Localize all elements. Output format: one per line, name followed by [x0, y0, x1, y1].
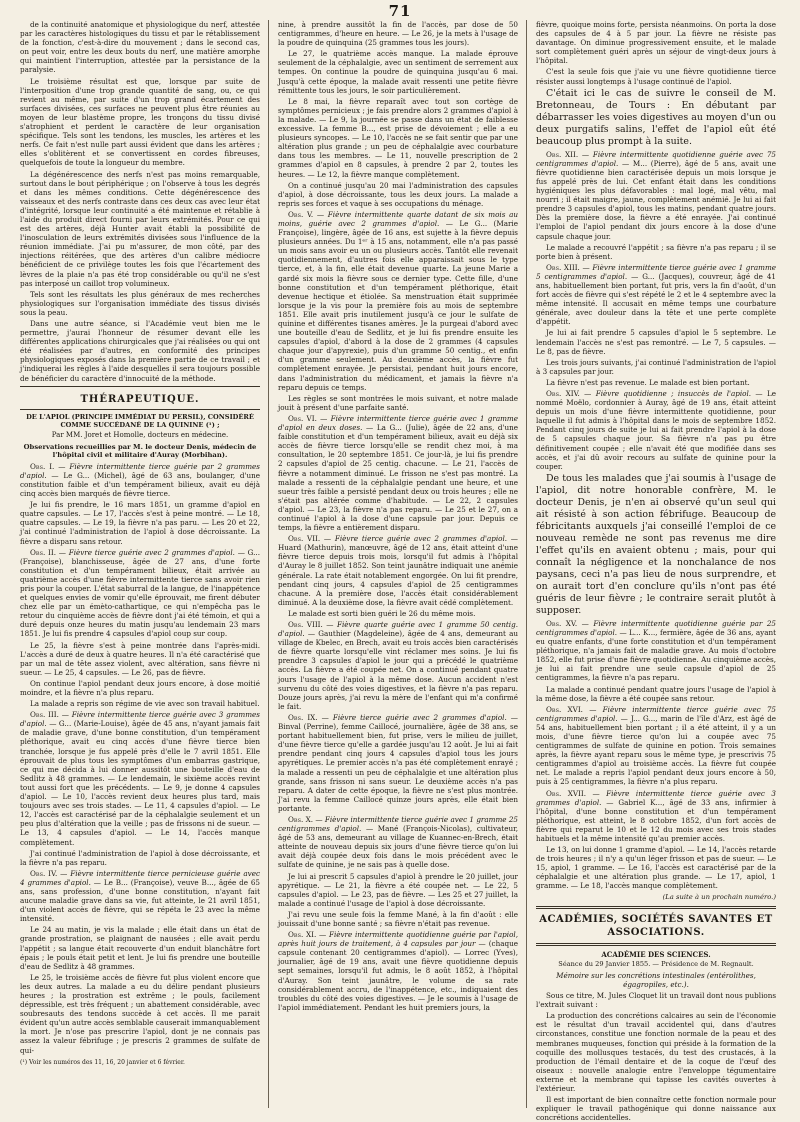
continued-notice: (La suite à un prochain numéro.)	[662, 892, 776, 901]
divider-double-rule	[536, 943, 776, 946]
observation-title: Fièvre intermittente tierce guérie par 2 grammes d'apiol.	[20, 461, 260, 480]
observation-title: Fièvre intermittente tierce guérie avec 1 gramme 25 centigrammes d'apiol.	[278, 814, 519, 834]
paragraph: J'ai revu une seule fois la femme Mané, à la fin d'août : elle jouissait d'une bonne santé ; sa fièvre n'était pas revenue.	[278, 909, 518, 928]
observation: Obs. II. — Fièvre tierce guérie avec 2 grammes d'apiol. — G... (Françoise), blanchisseuse, âgée de 27 ans, d'une forte constitution et d'un tempérament bilieux, était arrivée au quatrième accès d'une fièvre intermittente tierce sans avoir rien pris pour la couper. L'état saburral de la langue, de l'inappétence et quelques envies de vomir qu'elle éprouvait, me firent débuter chez elle par un émèto-cathartique, ce qui n'empêcha pas le retour du cinquième accès de fièvre dont j'ai été témoin, et qui a duré depuis onze heures du matin jusqu'au lendemain 23 mars 1851. Je lui fis prendre 4 capsules d'apiol coup sur coup.	[20, 547, 260, 639]
divider-rule	[20, 386, 260, 387]
observation-title: Fièvre intermittente tierce guérie avec 3 grammes d'apiol.	[20, 710, 260, 729]
paragraph: Le troisième résultat est que, lorsque par suite de l'interposition d'une trop grande quantité de sang, ou, ce qui revient au même, par suite d'un trop grand écartement des surfaces divisées, ces surfaces ne peuvent plus être réunies au moyen de leur blastème propre, les tronçons du tissu divisé s'atrophient et perdent le caractère de leur organisation spécifique. Tels sont les tendons, les muscles, les artères et les nerfs. Ce fait n'est nulle part aussi évident que dans les artères ; elles s'oblitèrent et se convertissent en cordes fibreuses, quelquefois de toute la longueur du membre.	[20, 76, 260, 168]
observation: Obs. XIV. — Fièvre quotidienne ; insuccès de l'apiol. — Le nommé Moëlo, cordonnier à Auray, âgé de 19 ans, était atteint depuis un mois d'une fièvre intermittente quotidienne, pour laquelle il fut admis à l'hôpital dans le mois de septembre 1852. Pendant cinq jours de suite je lui ai fait prendre l'apiol à la dose de 5 capsules chaque jour. Sa fièvre n'a pas pu être définitivement coupée ; elle n'avait été que modifiée dans ses accès, et j'ai dû avoir recours au sulfate de quinine pour la couper.	[536, 389, 777, 471]
observation-text: Mané (François-Nicolas), cultivateur, âgé de 53 ans, demeurant au village de Kuannec-en-Brech, était atteinte de nouveau depuis six jours d'une fièvre tierce qu'on lui avait déjà coupée deux fois dans le mois précédent avec le sulfate de quinine, je ne sais pas à quelle dose.	[278, 824, 519, 870]
observations-heading: Observations recueillies par M. le docteur Denis, médecin de l'hôpital civil et militaire d'Auray (Morbihan).	[23, 442, 257, 460]
observation-text: Gauthier (Magdeleine), âgée de 4 ans, demeurant au village de Kbelec, en Brech, avait eu trois accès bien caractérisés de fièvre quarte lorsqu'elle vint réclamer mes soins. Je lui fis prendre 3 capsules d'apiol le jour qui a précédé le quatrième accès. La fièvre a été coupée net. On a continué pendant quatre jours l'usage de l'apiol à la même dose. Aucun accident n'est survenu du côté des voies digestives, et la fièvre n'a pas reparu. Douze jours après, j'ai revu la mère de l'enfant qui m'a confirmé le fait.	[278, 629, 518, 711]
paragraph: On a continué jusqu'au 20 mai l'administration des capsules d'apiol, à dose décroissante, tous les deux jours. La malade a repris ses forces et vaque à ses occupations du ménage.	[278, 180, 518, 208]
paragraph: Le malade est sorti bien guéri le 26 du même mois.	[288, 608, 476, 618]
observation-label: Obs. XVI.	[546, 704, 583, 714]
paragraph: Le 25, le troisième accès de fièvre fut plus violent encore que les deux autres. La malade a eu du délire pendant plusieurs heures ; la prostration est extrême ; le pouls, facilement dépressible, est très fréquent ; un abattement considérable, avec soubresauts des tendons succède à cet accès. Il me parait évident qu'un autre accès semblable causerait immanquablement la mort. Je n'ose pas prescrire l'apiol, dont je ne connais pas assez la valeur fébrifuge ; je prescris 2 grammes de sulfate de qui-	[20, 972, 260, 1055]
observation: Obs. IX. — Fièvre tierce guérie avec 2 grammes d'apiol. — Binval (Perrine), femme Caillocé, journalière, âgée de 38 ans, se portant habituellement bien, fut prise, vers le milieu de juillet, d'une fièvre tierce qu'elle a gardée jusqu'au 12 août. Je lui ai fait prendre pendant cinq jours 4 capsules d'apiol tous les jours apyrétiques. Le premier accès n'a pas été complètement enrayé ; la malade a ressenti un peu de céphalalgie et une altération plus grande, sans frisson ni sans sueur. Le deuxième accès n'a pas reparu. A dater de cette époque, la fièvre ne s'est plus montrée. J'ai revu la femme Caillocé quinze jours après, elle était bien portante.	[278, 712, 518, 813]
observation-label: Obs. XI.	[288, 930, 317, 940]
observation-label: Obs. V.	[288, 209, 314, 219]
divider-double-rule	[536, 906, 776, 909]
observation-text: (chaque capsule contenant 20 centigrammes d'apiol). — Lorrec (Yves), journalier, âgé de 19 ans, avait une fièvre quotidienne depuis sept semaines, lorsqu'il fut admis, le 8 août 1852, à l'hôpital d'Auray. Son teint jaunâtre, le volume de sa rate considérablement accru, de l'inappétence, etc., indiquaient des troubles du côté des voies digestives. — Je le soumis à l'usage de l'apiol immédiatement. Pendant les huit premiers jours, la	[278, 939, 518, 1012]
paragraph: On continue l'apiol pendant deux jours encore, à dose moitié moindre, et la fièvre n'a plus reparu.	[20, 678, 260, 697]
observation-text: Gabriel K..., âgé de 33 ans, infirmier à l'hôpital, d'une bonne constitution et d'un tempérament pléthorique, est atteint, le 8 octobre 1852, d'un fort accès de fièvre qui reparut le 10 et le 12 du mois avec ses trois stades habituels et la même intensité qu'au premier accès.	[536, 797, 776, 843]
observation: Obs. XV. — Fièvre intermittente quotidienne guérie par 25 centigrammes d'apiol. — L... K..., fermière, âgée de 36 ans, ayant eu quatre enfants, d'une forte constitution et d'un tempérament pléthorique, n'a jamais fait de maladie grave. Au mois d'octobre 1852, elle fut prise d'une fièvre quotidienne. Au cinquième accès, je lui ai fait prendre une seule capsule d'apiol de 25 centigrammes, la fièvre n'a pas reparu.	[536, 618, 777, 683]
observation: Obs. III. — Fièvre intermittente tierce guérie avec 3 grammes d'apiol. — G... (Marie-Louise), âgée de 45 ans, n'ayant jamais fait de maladie grave, d'une bonne constitution, d'un tempérament pléthorique, avait eu cinq accès d'une fièvre tierce bien tranchée, lorsque je fus appelé près d'elle le 7 avril 1851. Elle éprouvait de plus tous les symptômes d'un embarras gastrique, ce qui me décida à lui donner aussitôt une bouteille d'eau de Sedlitz à 48 grammes. — Le lendemain, le sixième accès revint tout aussi fort que les précédents. — Le 9, je donne 4 capsules d'apiol. — Le 10, l'accès revient deux heures plus tard, mais toujours avec ses trois stades. — Le 11, 4 capsules d'apiol. — Le 12, l'accès est caractérisé par de la céphalalgie seulement et un peu plus d'altération que la veille ; pas de frissons ni de sueur. — Le 13, 4 capsules d'apiol. — Le 14, l'accès manque complètement.	[20, 710, 261, 847]
paragraph: La malade a continué pendant quatre jours l'usage de l'apiol à la même dose, la fièvre a été coupée sans retour.	[536, 684, 776, 703]
observation-title: Fièvre tierce guérie avec 2 grammes d'apiol.	[332, 712, 507, 722]
observation-title: Fièvre intermittente quarte datant de six mois au moins, guérie avec 2 grammes d'apiol.	[278, 209, 519, 228]
section-title: THÉRAPEUTIQUE.	[80, 393, 200, 405]
observation-text: G... (Françoise), blanchisseuse, âgée de 27 ans, d'une forte constitution et d'un tempérament bilieux, était arrivée au quatrième accès d'une fièvre intermittente tierce sans avoir rien pris pour la couper. L'état saburral de la langue, de l'inappétence et quelques envies de vomir qu'elle éprouvait, me firent débuter chez elle par un émèto-cathartique, ce qui n'empêcha pas le retour du cinquième accès de fièvre dont j'ai été témoin, et qui a duré depuis onze heures du matin jusqu'au lendemain 23 mars 1851. Je lui fis prendre 4 capsules d'apiol coup sur coup.	[20, 547, 260, 639]
observation: Obs. VIII. — Fièvre quarte guérie avec 1 gramme 50 centig. d'apiol. — Gauthier (Magdeleine), âgée de 4 ans, demeurant au village de Kbelec, en Brech, avait eu trois accès bien caractérisés de fièvre quarte lorsqu'elle vint réclamer mes soins. Je lui fis prendre 3 capsules d'apiol le jour qui a précédé le quatrième accès. La fièvre a été coupée net. On a continué pendant quatre jours l'usage de l'apiol à la même dose. Aucun accident n'est survenu du côté des voies digestives, et la fièvre n'a pas reparu. Douze jours après, j'ai revu la mère de l'enfant qui m'a confirmé le fait.	[278, 620, 518, 711]
paragraph: La fièvre n'est pas revenue. Le malade est bien portant.	[546, 377, 750, 387]
observation-label: Obs. XV.	[546, 618, 578, 628]
article-title: DE L'APIOL (PRINCIPE IMMÉDIAT DU PERSIL), CONSIDÉRÉ COMME SUCCÉDANÉ DE LA QUININE (¹) ;	[26, 412, 254, 430]
paragraph: C'est la seule fois que j'aie vu une fièvre quotidienne tierce résister aussi longtemps à l'usage continué de l'apiol.	[536, 67, 776, 86]
column-2	[278, 20, 518, 1110]
observation-text: L... K..., fermière, âgée de 36 ans, ayant eu quatre enfants, d'une forte constitution et d'un tempérament pléthorique, n'a jamais fait de maladie grave. Au mois d'octobre 1852, elle fut prise d'une fièvre quotidienne. Au cinquième accès, je lui ai fait prendre une seule capsule d'apiol de 25 centigrammes, la fièvre n'a pas reparu.	[536, 627, 777, 683]
paragraph: Tels sont les résultats les plus généraux de mes recherches physiologiques sur l'organisation immédiate des tissus divisés sous la peau.	[20, 289, 260, 317]
observation-label: Obs. II.	[30, 547, 56, 557]
observation-title: Fièvre intermittente quotidienne guérie avec 75 centigrammes d'apiol.	[536, 149, 776, 168]
observation-label: Obs. VIII.	[288, 620, 323, 629]
observation: Obs. VII. — Fièvre tierce guérie avec 2 grammes d'apiol. — Huard (Mathurin), manœuvre, âgé de 12 ans, était atteint d'une fièvre tierce depuis trois mois, lorsqu'il fut admis à l'hôpital d'Auray le 8 juillet 1852. Son teint jaunâtre indiquait une anémie générale. La rate était notablement engorgée. On lui fit prendre, pendant cinq jours, 4 capsules d'apiol de 25 centigrammes chacune. A la première dose, l'accès était considérablement diminué. A la deuxième dose, la fièvre avait cédé complètement.	[278, 534, 518, 607]
observation-text: Le nommé Moëlo, cordonnier à Auray, âgé de 19 ans, était atteint depuis un mois d'une fièvre intermittente quotidienne, pour laquelle il fut admis à l'hôpital dans le mois de septembre 1852. Pendant cinq jours de suite je lui ai fait prendre l'apiol à la dose de 5 capsules chaque jour. Sa fièvre n'a pas pu être définitivement coupée ; elle n'avait été que modifiée dans ses accès, et j'ai dû avoir recours au sulfate de quinine pour la couper.	[536, 389, 777, 471]
observation-label: Obs. X.	[288, 814, 314, 824]
observation-title: Fièvre intermittente tierce guérie avec 3 grammes d'apiol.	[536, 788, 776, 807]
observation-text: Le G... (Marie Françoise), lingère, âgée de 16 ans, est sujette à la fièvre depuis plusieurs années. Du 1ᵉʳ à 15 ans, notamment, elle n'a pas passé un mois sans avoir eu un ou plusieurs accès. Tantôt elle revenait quotidiennement, d'autres fois elle apparaissait sous le type tierce, et, à la fin, elle était devenue quarte. La jeune Marie a gardé six mois la fièvre sous ce dernier type. Cette fille, d'une bonne constitution et d'un tempérament pléthorique, était devenue hectique et étiolée. Sa menstruation était supprimée lorsque je la vis pour la première fois au mois de septembre 1851. Elle avait pris inutilement jusqu'à ce jour le sulfate de quinine et différentes tisanes amères. Je la purgeai d'abord avec une bouteille d'eau de Sedlitz, et je lui fis prendre ensuite les capsules d'apiol, d'abord à la dose de 2 grammes (4 capsules chaque jour d'apyrexie), puis d'un gramme 50 centig., et enfin d'un gramme seulement. Au deuxième accès, la fièvre fut complètement enrayée. Je persistai, pendant huit jours encore, dans l'administration du médicament, et jamais la fièvre n'a reparu depuis ce temps.	[278, 218, 518, 392]
paragraph: Il est important de bien connaître cette fonction normale pour expliquer le travail pathogénique qui donne naissance aux concrétions accidentelles.	[536, 1095, 776, 1122]
observation-title: Fièvre intermittente quotidienne guérie par 25 centigrammes d'apiol.	[536, 618, 776, 637]
paragraph: Le 27, le quatrième accès manque. La malade éprouve seulement de la céphalalgie, avec un sentiment de serrement aux tempes. On continue la poudre de quinquina jusqu'au 6 mai. Jusqu'à cette époque, la malade avait ressenti une petite fièvre rémittente tous les jours, le soir particulièrement.	[278, 49, 518, 95]
observation: Obs. XIII. — Fièvre intermittente tierce guérie avec 1 gramme 5 centigrammes d'apiol. — G... (Jacques), couvreur, âgé de 41 ans, habituellement bien portant, fut pris, vers la fin d'août, d'un fort accès de fièvre qui s'est répété le 2 et le 4 septembre avec la même intensité. Il accusait en même temps une courbature générale, avec douleur dans la tête et une perte complète d'appétit.	[536, 262, 777, 327]
divider-rule	[20, 409, 260, 410]
observation-label: Obs. XIII.	[546, 262, 580, 272]
paragraph: De tous les malades que j'ai soumis à l'usage de l'apiol, dit notre honorable confrère, M. le docteur Denis, je n'en ai observé qu'un seul qui ait résisté à son action fébrifuge. Beaucoup de fébricitants auxquels j'ai conseillé l'emploi de ce nouveau remède ne sont pas revenus me dire l'effet qu'ils en avaient obtenu ; mais, pour qui connaît la négligence et la nonchalance de nos paysans, ceci n'a pas lieu de nous surprendre, et on aurait tort d'en conclure qu'ils n'ont pas été guéris de leur fièvre ; le contraire serait plutôt à supposer.	[536, 472, 776, 616]
observation-label: Obs. XIV.	[546, 389, 580, 398]
paragraph: La malade a repris son régime de vie avec son travail habituel.	[30, 699, 260, 709]
observation-label: Obs. III.	[30, 710, 59, 720]
subsection-title: ACADÉMIE DES SCIENCES.	[601, 949, 711, 959]
observation: Obs. XI. — Fièvre intermittente quotidienne guérie par l'apiol, après huit jours de traitement, à 4 capsules par jour — (chaque capsule contenant 20 centigrammes d'apiol). — Lorrec (Yves), journalier, âgé de 19 ans, avait une fièvre quotidienne depuis sept semaines, lorsqu'il fut admis, le 8 août 1852, à l'hôpital d'Auray. Son teint jaunâtre, le volume de sa rate considérablement accru, de l'inappétence, etc., indiquaient des troubles du côté des voies digestives. — Je le soumis à l'usage de l'apiol immédiatement. Pendant les huit premiers jours, la	[278, 930, 518, 1012]
observation-text: M... (Pierre), âgé de 5 ans, avait une fièvre quotidienne bien caractérisée depuis un mois lorsque je fus appelé près de lui. Cet enfant était dans les conditions hygiéniques les plus défavorables : mal logé, mal vêtu, mal nourri ; il était maigre, jaune, complètement anémié. Je lui ai fait prendre 3 capsules d'apiol, tous les matins, pendant quatre jours. Dès la première dose, la fièvre a été enrayée. J'ai continué l'emploi de l'apiol pendant dix jours encore à la dose d'une capsule chaque jour.	[536, 158, 777, 241]
observation: Obs. XII. — Fièvre intermittente quotidienne guérie avec 75 centigrammes d'apiol. — M... (Pierre), âgé de 5 ans, avait une fièvre quotidienne bien caractérisée depuis un mois lorsque je fus appelé près de lui. Cet enfant était dans les conditions hygiéniques les plus défavorables : mal logé, mal vêtu, mal nourri ; il était maigre, jaune, complètement anémié. Je lui ai fait prendre 3 capsules d'apiol, tous les matins, pendant quatre jours. Dès la première dose, la fièvre a été enrayée. J'ai continué l'emploi de l'apiol pendant dix jours encore à la dose d'une capsule chaque jour.	[536, 149, 777, 241]
observation-title: Fièvre intermittente tierce guérie avec 1 gramme d'apiol en deux doses.	[278, 413, 518, 433]
byline: Par MM. Joret et Homolle, docteurs en médecine.	[51, 431, 229, 440]
paragraph: Le 13, on lui donne 1 gramme d'apiol. — Le 14, l'accès retarde de trois heures ; il n'y a qu'un léger frisson et pas de sueur. — Le 15, apiol, 1 gramme. — Le 16, l'accès est caractérisé par de la céphalalgie et une altération plus grande. — Le 17, apiol, 1 gramme. — Le 18, l'accès manque complètement.	[536, 845, 776, 891]
column-1	[20, 20, 260, 1110]
observation: Obs. V. — Fièvre intermittente quarte datant de six mois au moins, guérie avec 2 grammes d'apiol. — Le G... (Marie Françoise), lingère, âgée de 16 ans, est sujette à la fièvre depuis plusieurs années. Du 1ᵉʳ à 15 ans, notamment, elle n'a pas passé un mois sans avoir eu un ou plusieurs accès. Tantôt elle revenait quotidiennement, d'autres fois elle apparaissait sous le type tierce, et, à la fin, elle était devenue quarte. La jeune Marie a gardé six mois la fièvre sous ce dernier type. Cette fille, d'une bonne constitution et d'un tempérament pléthorique, était devenue hectique et étiolée. Sa menstruation était supprimée lorsque je la vis pour la première fois au mois de septembre 1851. Elle avait pris inutilement jusqu'à ce jour le sulfate de quinine et différentes tisanes amères. Je la purgeai d'abord avec une bouteille d'eau de Sedlitz, et je lui fis prendre ensuite les capsules d'apiol, d'abord à la dose de 2 grammes (4 capsules chaque jour d'apyrexie), puis d'un gramme 50 centig., et enfin d'un gramme seulement. Au deuxième accès, la fièvre fut complètement enrayée. Je persistai, pendant huit jours encore, dans l'administration du médicament, et jamais la fièvre n'a reparu depuis ce temps.	[278, 209, 519, 392]
paragraph: La dégénérescence des nerfs n'est pas moins remarquable, surtout dans le bout périphérique ; on l'observe à tous les degrés et dans les mêmes conditions. Cette dégénérescence des vaisseaux et des nerfs contraste dans ces deux cas avec leur état d'intégrité, lorsque leur continuité a été maintenue et rétablie à l'aide du produit direct fourni par leurs extrémités. Pour ce qui est des artères, déjà Hunter avait établi la possibilité de l'inosculation de leurs extrémités divisées sous l'influence de la réunion immédiate. J'ai pu m'assurer, de mon côté, par des injections réitérées, que des artères d'un calibre médiocre bénéficient de ce privilège toutes les fois que l'écartement des lèvres de la plaie n'a pas été trop considérable ou qu'il ne s'est pas interposé un caillot trop volumineux.	[20, 169, 260, 288]
observation-label: Obs. XII.	[546, 149, 579, 159]
column-3	[536, 20, 777, 1122]
observation-title: Fièvre intermittente tierce pernicieuse guérie avec 4 grammes d'apiol.	[20, 868, 260, 887]
memoir-title: Mémoire sur les concrétions intestinales (entérolithes, égagropiles, etc.).	[556, 970, 756, 989]
observation-title: Fièvre intermittente quotidienne guérie par l'apiol, après huit jours de traitement, à 4 capsules par jour	[278, 930, 518, 949]
observation-text: Huard (Mathurin), manœuvre, âgé de 12 ans, était atteint d'une fièvre tierce depuis trois mois, lorsqu'il fut admis à l'hôpital d'Auray le 8 juillet 1852. Son teint jaunâtre indiquait une anémie générale. La rate était notablement engorgée. On lui fit prendre, pendant cinq jours, 4 capsules d'apiol de 25 centigrammes chacune. A la première dose, l'accès était considérablement diminué. A la deuxième dose, la fièvre avait cédé complètement.	[278, 543, 518, 607]
observation-text: G... (Marie-Louise), âgée de 45 ans, n'ayant jamais fait de maladie grave, d'une bonne constitution, d'un tempérament pléthorique, avait eu cinq accès d'une fièvre tierce bien tranchée, lorsque je fus appelé près d'elle le 7 avril 1851. Elle éprouvait de plus tous les symptômes d'un embarras gastrique, ce qui me décida à lui donner aussitôt une bouteille d'eau de Sedlitz à 48 grammes. — Le lendemain, le sixième accès revint tout aussi fort que les précédents. — Le 9, je donne 4 capsules d'apiol. — Le 10, l'accès revient deux heures plus tard, mais toujours avec ses trois stades. — Le 11, 4 capsules d'apiol. — Le 12, l'accès est caractérisé par de la céphalalgie seulement et un peu plus d'altération que la veille ; pas de frissons ni de sueur. — Le 13, 4 capsules d'apiol. — Le 14, l'accès manque complètement.	[20, 719, 261, 847]
observation-text: La G... (Julie), âgée de 22 ans, d'une faible constitution et d'un tempérament bilieux, avait eu déjà six accès de fièvre tierce lorsqu'elle se rendit chez moi, à ma consultation, le 20 septembre 1851. Ce jour-là, je lui fis prendre 2 capsules d'apiol de 25 centig. chacune. — Le 21, l'accès de fièvre a notamment diminué. Le frisson ne s'est pas montré. La malade a ressenti de la céphalalgie pendant une heure, et une sueur très faible a persisté pendant deux ou trois heures ; elle ne s'était pas altérée comme d'habitude. — Le 22, 2 capsules d'apiol. — Le 23, la fièvre n'a pas reparu. — Le 25 et le 27, on a continué l'apiol à la dose d'une capsule par jour. Depuis ce temps, la fièvre a entièrement disparu.	[278, 423, 518, 533]
observation-text: J... G..., marin de l'île d'Arz, est âgé de 54 ans, habituellement bien portant ; il a été atteint, il y a un mois, d'une fièvre tierce qu'on lui a coupée avec 75 centigrammes de sulfate de quinine en potion. Trois semaines après, la fièvre ayant reparu sous le même type, je prescrivis 75 centigrammes d'apiol au troisième accès. La fièvre fut coupée net. Le malade a repris l'apiol pendant deux jours encore à 50, puis à 25 centigrammes, la fièvre n'a plus reparu.	[536, 713, 777, 787]
observation-label: Obs. VII.	[288, 534, 321, 544]
observation: Obs. XVI. — Fièvre intermittente tierce guérie avec 75 centigrammes d'apiol. — J... G..., marin de l'île d'Arz, est âgé de 54 ans, habituellement bien portant ; il a été atteint, il y a un mois, d'une fièvre tierce qu'on lui a coupée avec 75 centigrammes de sulfate de quinine en potion. Trois semaines après, la fièvre ayant reparu sous le même type, je prescrivis 75 centigrammes d'apiol au troisième accès. La fièvre fut coupée net. Le malade a repris l'apiol pendant deux jours encore à 50, puis à 25 centigrammes, la fièvre n'a plus reparu.	[536, 704, 777, 787]
footnote: (¹) Voir les numéros des 11, 16, 20 janvier et 6 février.	[20, 1058, 185, 1066]
observation-text: G... (Jacques), couvreur, âgé de 41 ans, habituellement bien portant, fut pris, vers la fin d'août, d'un fort accès de fièvre qui s'est répété le 2 et le 4 septembre avec la même intensité. Il accusait en même temps une courbature générale, avec douleur dans la tête et une perte complète d'appétit.	[536, 271, 776, 327]
observation-text: Le G... (Michel), âgé de 63 ans, boulanger, d'une constitution faible et d'un tempérament bilieux, avait eu déjà cinq accès bien marqués de fièvre tierce.	[20, 470, 260, 499]
paragraph: de la continuité anatomique et physiologique du nerf, attestée par les caractères histologiques du tissu et par le rétablissement de la fonction, c'est-à-dire du mouvement ; dans le second cas, on peut voir, entre les deux bouts du nerf, une matière amorphe qui maintient l'interruption, attestée par la persistance de la paralysie.	[20, 20, 260, 75]
paragraph: Les trois jours suivants, j'ai continué l'administration de l'apiol à 3 capsules par jour.	[536, 357, 776, 376]
observation: Obs. IV. — Fièvre intermittente tierce pernicieuse guérie avec 4 grammes d'apiol. — Le B... (Françoise), veuve B..., âgée de 65 ans, sans profession, d'une bonne constitution, n'ayant fait aucune maladie grave dans sa vie, fut atteinte, le 21 avril 1851, d'un violent accès de fièvre, qui se répéta le 23 avec la même intensité.	[20, 868, 260, 924]
paragraph: Les règles se sont montrées le mois suivant, et notre malade jouit à présent d'une parfaite santé.	[278, 393, 518, 412]
observation: Obs. I. — Fièvre intermittente tierce guérie par 2 grammes d'apiol. — Le G... (Michel), âgé de 63 ans, boulanger, d'une constitution faible et d'un tempérament bilieux, avait eu déjà cinq accès bien marqués de fièvre tierce.	[20, 461, 260, 499]
observation: Obs. XVII. — Fièvre intermittente tierce guérie avec 3 grammes d'apiol. — Gabriel K..., âgé de 33 ans, infirmier à l'hôpital, d'une bonne constitution et d'un tempérament pléthorique, est atteint, le 8 octobre 1852, d'un fort accès de fièvre qui reparut le 10 et le 12 du mois avec ses trois stades habituels et la même intensité qu'au premier accès.	[536, 788, 776, 843]
paragraph: J'ai continué l'administration de l'apiol à dose décroissante, et la fièvre n'a pas reparu.	[20, 848, 260, 867]
observation-title: Fièvre quarte guérie avec 1 gramme 50 centig. d'apiol.	[278, 620, 518, 639]
paragraph: La production des concrétions calcaires au sein de l'économie est le résultat d'un travail accidentel qui, dans d'autres circonstances, constitue une fonction normale de la peau et des membranes muqueuses, fonction qui préside à la formation de la coquille des mollusques testacés, du test des crustacés, à la production de l'émail dentaire et de la coque de l'œuf des oiseaux : nouvelle analogie entre l'enveloppe tégumentaire externe et la membrane qui tapisse les cavités ouvertes à l'extérieur.	[536, 1011, 776, 1093]
observation-label: Obs. IX.	[288, 712, 318, 722]
paragraph: Dans une autre séance, si l'Académie veut bien me le permettre, j'aurai l'honneur de résumer devant elle les différentes applications chirurgicales que j'ai réalisées ou qui ont été réalisées par d'autres, en conformité des principes physiologiques exposés dans la première partie de ce travail ; et j'indiquerai les règles à l'aide desquelles il sera toujours possible de bénéficier du caractère d'innocuité de la méthode.	[20, 319, 260, 383]
observation-label: Obs. XVII.	[546, 788, 587, 798]
observation: Obs. VI. — Fièvre intermittente tierce guérie avec 1 gramme d'apiol en deux doses. — La G... (Julie), âgée de 22 ans, d'une faible constitution et d'un tempérament bilieux, avait eu déjà six accès de fièvre tierce lorsqu'elle se rendit chez moi, à ma consultation, le 20 septembre 1851. Ce jour-là, je lui fis prendre 2 capsules d'apiol de 25 centig. chacune. — Le 21, l'accès de fièvre a notamment diminué. Le frisson ne s'est pas montré. La malade a ressenti de la céphalalgie pendant une heure, et une sueur très faible a persisté pendant deux ou trois heures ; elle ne s'était pas altérée comme d'habitude. — Le 22, 2 capsules d'apiol. — Le 23, la fièvre n'a pas reparu. — Le 25 et le 27, on a continué l'apiol à la dose d'une capsule par jour. Depuis ce temps, la fièvre a entièrement disparu.	[278, 413, 518, 533]
observation-title: Fièvre tierce guérie avec 2 grammes d'apiol.	[334, 534, 508, 544]
observation-title: Fièvre intermittente tierce guérie avec 1 gramme 5 centigrammes d'apiol.	[536, 262, 777, 281]
page-number: 71	[388, 2, 412, 20]
paragraph: Je lui fis prendre, le 16 mars 1851, un gramme d'apiol en quatre capsules. — Le 17, l'accès s'est à peine montré. — Le 18, quatre capsules. — Le 19, la fièvre n'a pas paru. — Les 20 et 22, j'ai continué l'administration de l'apiol à dose décroissante. La fièvre a disparu sans retour.	[20, 500, 260, 546]
paragraph: Le 25, la fièvre s'est à peine montrée dans l'après-midi. L'accès a duré de deux à quatre heures. Il n'a été caractérisé que par un mal de tête assez violent, avec altération, sans fièvre ni sueur. — Le 25, 4 capsules. — Le 26, pas de fièvre.	[20, 640, 260, 677]
paragraph: Sous ce titre, M. Jules Cloquet lit un travail dont nous publions l'extrait suivant :	[536, 991, 777, 1010]
observation-text: Le B... (Françoise), veuve B..., âgée de 65 ans, sans profession, d'une bonne constitution, n'ayant fait aucune maladie grave dans sa vie, fut atteinte, le 21 avril 1851, d'un violent accès de fièvre, qui se répéta le 23 avec la même intensité.	[20, 877, 260, 924]
paragraph: fièvre, quoique moins forte, persista néanmoins. On porta la dose des capsules de 4 à 5 par jour. La fièvre ne résiste pas davantage. On diminue progressivement ensuite, et le malade sort complètement guéri après un séjour de vingt-deux jours à l'hôpital.	[536, 20, 776, 66]
observation-label: Obs. VI.	[288, 413, 317, 423]
paragraph: Je lui ai fait prendre 5 capsules d'apiol le 5 septembre. Le lendemain l'accès ne s'est pas remontré. — Le 7, 5 capsules. — Le 8, pas de fièvre.	[536, 328, 776, 356]
paragraph: nine, à prendre aussitôt la fin de l'accès, par dose de 50 centigrammes, d'heure en heure. — Le 26, je la mets à l'usage de la poudre de quinquina (25 grammes tous les jours).	[278, 20, 518, 48]
paragraph: Le 24 au matin, je vis la malade ; elle était dans un état de grande prostration, se plaignant de nausées ; elle avait perdu l'appétit ; sa langue était recouverte d'un enduit blanchâtre fort épais ; le pouls était petit et lent. Je lui fis prendre une bouteille d'eau de Sedlitz à 48 grammes.	[20, 925, 260, 971]
column-rule	[526, 20, 527, 1108]
paragraph: Je lui ai prescrit 5 capsules d'apiol à prendre le 20 juillet, jour apyrétique. — Le 21, la fièvre a été coupée net. — Le 22, 5 capsules d'apiol. — Le 23, pas de fièvre. — Les 25 et 27 juillet, la malade a continué l'usage de l'apiol à dose décroissante.	[278, 871, 518, 908]
observation-label: Obs. IV.	[30, 868, 58, 878]
column-rule	[268, 20, 269, 1108]
session-line: Séance du 29 Janvier 1855. — Présidence de M. Regnault.	[558, 959, 754, 968]
observation-title: Fièvre tierce guérie avec 2 grammes d'apiol.	[68, 547, 235, 557]
observation-title: Fièvre quotidienne ; insuccès de l'apiol.	[595, 389, 752, 398]
observation: Obs. X. — Fièvre intermittente tierce guérie avec 1 gramme 25 centigrammes d'apiol. — Mané (François-Nicolas), cultivateur, âgé de 53 ans, demeurant au village de Kuannec-en-Brech, était atteinte de nouveau depuis six jours d'une fièvre tierce qu'on lui avait déjà coupée deux fois dans le mois précédent avec le sulfate de quinine, je ne sais pas à quelle dose.	[278, 814, 519, 870]
observation-label: Obs. I.	[30, 461, 55, 471]
observation-text: Binval (Perrine), femme Caillocé, journalière, âgée de 38 ans, se portant habituellement bien, fut prise, vers le milieu de juillet, d'une fièvre tierce qu'elle a gardée jusqu'au 12 août. Je lui ai fait prendre pendant cinq jours 4 capsules d'apiol tous les jours apyrétiques. Le premier accès n'a pas été complètement enrayé ; la malade a ressenti un peu de céphalalgie et une altération plus grande, sans frisson ni sans sueur. Le deuxième accès n'a pas reparu. A dater de cette époque, la fièvre ne s'est plus montrée. J'ai revu la femme Caillocé quinze jours après, elle était bien portante.	[278, 722, 518, 813]
observation-title: Fièvre intermittente tierce guérie avec 75 centigrammes d'apiol.	[536, 704, 777, 723]
section-title: ACADÉMIES, SOCIÉTÉS SAVANTES ET ASSOCIATIONS.	[539, 913, 773, 938]
paragraph: Le 8 mai, la fièvre reparaît avec tout son cortège de symptômes pernicieux ; je fais prendre alors 2 grammes d'apiol à la malade. — Le 9, la journée se passe dans un état de faiblesse excessive. La femme B..., est prise de dévoiement ; elle a eu plusieurs syncopes. — Le 10, l'accès ne se fait sentir que par une altération plus grande ; un peu de céphalalgie avec courbature dans tous les membres. — Le 11, nouvelle prescription de 2 grammes d'apiol en 8 capsules, à prendre 2 par 2, toutes les heures. — Le 12, la fièvre manque complètement.	[278, 96, 518, 179]
paragraph: Le malade a recouvré l'appétit ; sa fièvre n'a pas reparu ; il se porte bien à présent.	[536, 242, 776, 261]
paragraph: C'était ici le cas de suivre le conseil de M. Bretonneau, de Tours : En débutant par débarrasser les voies digestives au moyen d'un ou deux purgatifs salins, l'effet de l'apiol eût été beaucoup plus prompt à la suite.	[536, 87, 776, 147]
